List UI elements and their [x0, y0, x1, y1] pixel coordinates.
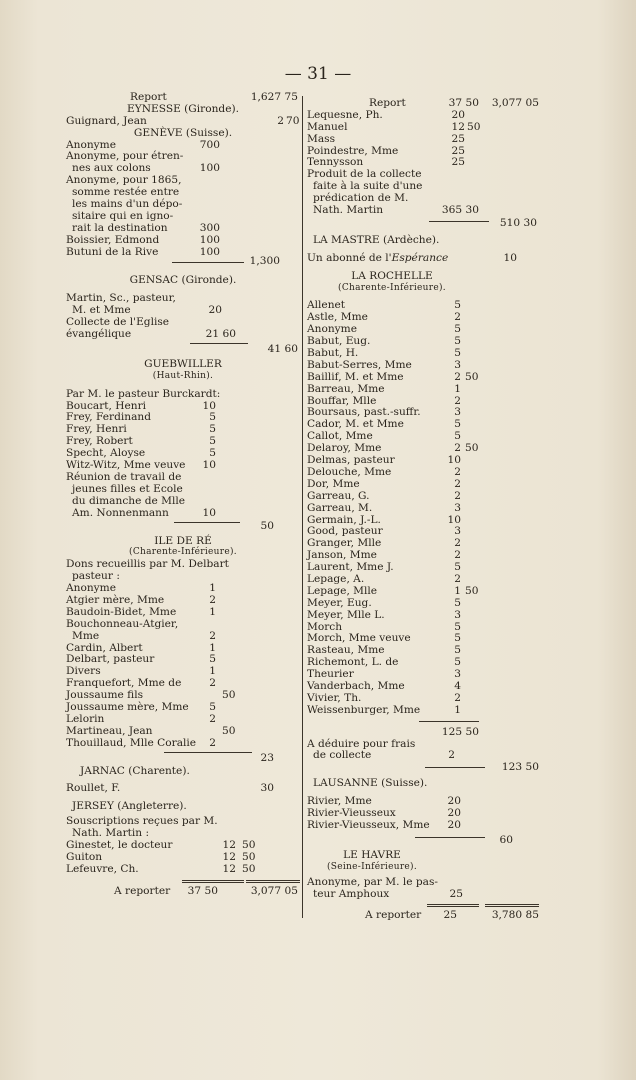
- donor-name: Frey, Ferdinand: [66, 411, 152, 424]
- intro-text: Par M. le pasteur Burckardt:: [66, 387, 221, 400]
- text-line: Nath. Martin: [313, 204, 384, 217]
- list-item: [307, 820, 543, 832]
- page-number: — 31 —: [284, 64, 352, 84]
- amount-fr: 12: [451, 120, 465, 133]
- amount-fr: 2: [209, 736, 216, 749]
- amount-fr: 12: [222, 862, 236, 875]
- donor-name: Janson, Mme: [307, 549, 377, 562]
- amount-fr: 700: [199, 138, 220, 151]
- amount-fr: 10: [202, 506, 216, 519]
- text-line: prédication de M.: [313, 192, 409, 205]
- amount-fr: 5: [209, 447, 216, 460]
- column-divider: [302, 96, 303, 918]
- list-item: [66, 726, 300, 738]
- amount-fr: 5: [454, 347, 461, 360]
- donor-name: Mme: [72, 629, 100, 642]
- list-item: [66, 211, 300, 223]
- text-line: Am. Nonnenmann: [72, 506, 169, 519]
- list-item: [307, 877, 543, 889]
- donor-name: les mains d'un dépo-: [72, 198, 183, 211]
- list-item: [307, 253, 543, 265]
- donor-name: Bouffar, Mlle: [307, 394, 377, 407]
- text-line: Martin, Sc., pasteur,: [66, 292, 176, 305]
- jersey-subtotal: 510 30: [499, 216, 537, 229]
- amount-fr: 300: [199, 221, 220, 234]
- list-item: [66, 235, 300, 247]
- list-item: [66, 223, 300, 235]
- donor-name: Witz-Witz, Mme veuve: [66, 459, 186, 472]
- section-title-jarnac: [66, 766, 300, 778]
- report-label: Report: [369, 97, 406, 109]
- amount-fr: 2: [454, 370, 461, 383]
- amount-fr: 2: [454, 691, 461, 704]
- section-subtitle: (Seine-Inférieure).: [326, 861, 418, 872]
- donor-name: Babut-Serres, Mme: [307, 358, 412, 371]
- amount-fr: 10: [447, 513, 461, 526]
- amount-fr: 2: [454, 442, 461, 455]
- amount-fr: 5: [209, 423, 216, 436]
- donor-name: Atgier mère, Mme: [66, 593, 165, 606]
- amount-fr: 2: [209, 593, 216, 606]
- section-title-le-havre: LE HAVRE: [343, 848, 401, 861]
- amount-fr: 365 30: [441, 204, 479, 217]
- gensac-subtotal: 41 60: [267, 342, 298, 355]
- donor-name: Tennysson: [307, 156, 364, 169]
- section-title-eynesse: EYNESSE (Gironde).: [127, 102, 239, 115]
- donor-name: Rivier, Mme: [307, 795, 372, 808]
- list-item: [307, 372, 543, 384]
- section-title-guebwiller: GUEBWILLER: [144, 357, 222, 370]
- amount-fr: 20: [208, 304, 222, 317]
- carry-col-a: 25: [443, 909, 457, 922]
- donor-name: rait la destination: [72, 221, 168, 234]
- donor-name: Delouche, Mme: [307, 465, 392, 478]
- donor-name: Dor, Mme: [307, 477, 360, 490]
- donor-name: [307, 253, 448, 265]
- carry-col-a: 37 50: [187, 884, 218, 897]
- amount-fr: 2: [209, 712, 216, 725]
- list-item: [66, 852, 300, 864]
- donor-name: Manuel: [307, 120, 348, 133]
- donor-name: Ginestet, le docteur: [66, 838, 173, 851]
- donor-name: Specht, Aloyse: [66, 447, 146, 460]
- amount-fr: 1: [209, 665, 216, 678]
- donor-name: Astle, Mme: [307, 311, 368, 324]
- amount-fr: 5: [454, 430, 461, 443]
- list-item: [307, 122, 543, 134]
- text-line: teur Amphoux: [313, 887, 390, 900]
- donor-name: Butuni de la Rive: [66, 245, 159, 258]
- amount-fr: 10: [202, 399, 216, 412]
- donor-name: Bouchonneau-Atgier,: [66, 617, 179, 630]
- section-subtitle: (Charente-Inférieure).: [338, 282, 446, 293]
- amount-fr: 20: [451, 108, 465, 121]
- donor-name: Babut, Eug.: [307, 335, 371, 348]
- amount-fr: 2: [454, 572, 461, 585]
- report-col-b: 3,077 05: [491, 97, 539, 109]
- subtotal-line: [66, 520, 300, 530]
- sum-amount: 125 50: [441, 725, 479, 738]
- intro-text: Nath. Martin :: [72, 827, 150, 840]
- donor-name: Baudoin-Bidet, Mme: [66, 605, 177, 618]
- amount-fr: 25: [451, 144, 465, 157]
- list-item: [66, 654, 300, 666]
- donor-name: Frey, Henri: [66, 423, 127, 436]
- amount-fr: 100: [199, 233, 220, 246]
- section-title-gensac: GENSAC (Gironde).: [129, 274, 237, 287]
- donor-name: Lepage, A.: [307, 572, 365, 585]
- carry-label: A reporter: [365, 909, 422, 922]
- amount-fr: 2: [454, 477, 461, 490]
- rule-line: [307, 717, 543, 727]
- donor-name: Lequesne, Ph.: [307, 108, 383, 121]
- text-line: Produit de la collecte: [307, 168, 422, 181]
- rule: [415, 837, 485, 838]
- section-subtitle: (Charente-Inférieure).: [129, 547, 237, 558]
- amount-fr: 2: [209, 677, 216, 690]
- rule: [182, 880, 244, 883]
- section-title-la-rochelle: LA ROCHELLE: [351, 269, 433, 282]
- amount-c: 50: [465, 584, 479, 597]
- donor-name: Good, pasteur: [307, 525, 383, 538]
- amount-fr: 10: [503, 251, 517, 264]
- amount-fr: 5: [209, 411, 216, 424]
- amount-fr: 3: [454, 406, 461, 419]
- list-item: [66, 116, 300, 128]
- list-item: [307, 503, 543, 515]
- amount-c: 50: [465, 442, 479, 455]
- list-item: [66, 496, 300, 508]
- subtotal-line: [66, 341, 300, 353]
- list-item: [66, 783, 300, 795]
- donor-name: Callot, Mme: [307, 430, 373, 443]
- amount-fr: 100: [199, 162, 220, 175]
- geneve-subtotal: 1,300: [249, 255, 280, 268]
- amount-fr: 5: [454, 596, 461, 609]
- donor-name: Boissier, Edmond: [66, 233, 160, 246]
- list-item: [307, 586, 543, 598]
- text-line: M. et Mme: [72, 304, 131, 317]
- amount-fr: 1: [454, 584, 461, 597]
- text-line: Collecte de l'Eglise: [66, 316, 170, 329]
- report-col-a: 37 50: [448, 97, 479, 109]
- subtotal-line: [66, 255, 300, 268]
- donor-name: Thouillaud, Mlle Coralie: [66, 736, 197, 749]
- text-line: évangélique: [66, 328, 132, 341]
- rule: [425, 767, 485, 768]
- donor-name: Vanderbach, Mme: [307, 679, 405, 692]
- amount-fr: 2: [454, 311, 461, 324]
- donor-name: Anonyme, pour étren-: [66, 150, 184, 163]
- list-item: [307, 134, 543, 146]
- amount-fr: 1: [209, 582, 216, 595]
- donor-name: Joussaume fils: [66, 689, 144, 702]
- donor-name: Poindestre, Mme: [307, 144, 399, 157]
- donor-name: Theurier: [307, 668, 354, 681]
- section-title-la-mastre: [307, 235, 543, 247]
- amount-fr: 5: [454, 561, 461, 574]
- donor-name: somme restée entre: [72, 186, 180, 199]
- list-item: [66, 607, 300, 619]
- donor-name: sitaire qui en igno-: [72, 209, 174, 222]
- rule: [174, 522, 240, 523]
- donor-name: Martineau, Jean: [66, 724, 153, 737]
- donor-name: Granger, Mlle: [307, 537, 382, 550]
- donor-name: Anonyme: [66, 582, 116, 595]
- amount-fr: 1: [209, 641, 216, 654]
- rule: [164, 752, 252, 753]
- section-subtitle: (Haut-Rhin).: [152, 370, 214, 381]
- amount-fr: 2: [277, 114, 284, 127]
- amount-fr: 2: [448, 749, 455, 762]
- amount-fr: 3: [454, 501, 461, 514]
- donor-name: Delmas, pasteur: [307, 454, 395, 467]
- amount-fr: 4: [454, 679, 461, 692]
- list-item: [66, 484, 300, 496]
- amount-fr: 20: [447, 795, 461, 808]
- rule: [172, 262, 244, 263]
- amount-fr: 20: [447, 807, 461, 820]
- amount-fr: 21 60: [205, 328, 236, 341]
- section-title-jersey: [66, 801, 300, 813]
- intro-text: Souscriptions reçues par M.: [66, 815, 218, 828]
- list-item: [66, 508, 300, 520]
- amount-fr: 5: [454, 299, 461, 312]
- donor-name: Richemont, L. de: [307, 656, 399, 669]
- amount-fr: 100: [199, 245, 220, 258]
- sum-line: [307, 727, 543, 739]
- left-column: [66, 92, 300, 898]
- amount-fr: 3: [454, 525, 461, 538]
- donor-name: nes aux colons: [72, 162, 151, 175]
- carry-col-b: 3,077 05: [250, 884, 298, 897]
- donor-name: Lelorin: [66, 712, 105, 725]
- title-text: JERSEY (Angleterre).: [72, 800, 187, 813]
- amount-fr: 3: [454, 668, 461, 681]
- donor-name: Cardin, Albert: [66, 641, 143, 654]
- guebwiller-subtotal: 50: [260, 519, 274, 532]
- amount-fr: 10: [447, 454, 461, 467]
- list-item: [66, 631, 300, 643]
- amount-fr: 5: [209, 435, 216, 448]
- donor-name: Rivier-Vieusseux: [307, 807, 396, 820]
- amount-fr: 12: [222, 838, 236, 851]
- donor-name: Meyer, Mlle L.: [307, 608, 385, 621]
- rule: [419, 721, 479, 722]
- donor-name: Vivier, Th.: [307, 691, 362, 704]
- list-item: [307, 110, 543, 122]
- donor-name: Garreau, G.: [307, 489, 370, 502]
- subtotal-line: [307, 217, 543, 229]
- text-line: Anonyme, par M. le pas-: [307, 875, 438, 888]
- rule: [246, 880, 300, 883]
- title-text: LA MASTRE (Ardèche).: [313, 233, 440, 246]
- title-text: LAUSANNE (Suisse).: [313, 777, 428, 790]
- amount-fr: 2: [454, 394, 461, 407]
- donor-name: Delbart, pasteur: [66, 653, 155, 666]
- donor-name: Anonyme: [66, 138, 116, 151]
- text-line: jeunes filles et Ecole: [72, 482, 183, 495]
- amount-fr: 12: [222, 850, 236, 863]
- section-title-ile-de-re: ILE DE RÉ: [154, 534, 212, 547]
- text-line: Réunion de travail de: [66, 470, 182, 483]
- text-line: faite à la suite d'une: [313, 180, 423, 193]
- section-title-geneve: GENÈVE (Suisse).: [133, 126, 233, 139]
- donor-name: Anonyme: [307, 323, 357, 336]
- amount-fr: 3: [454, 608, 461, 621]
- text-line: A déduire pour frais: [307, 737, 416, 750]
- amount-fr: 5: [454, 418, 461, 431]
- amount-c: 50: [465, 370, 479, 383]
- donor-name: Germain, J.-L.: [307, 513, 381, 526]
- donor-name: Allenet: [307, 299, 346, 312]
- amount-fr: 2: [454, 465, 461, 478]
- donor-name: Barreau, Mme: [307, 382, 385, 395]
- carry-line: [66, 886, 300, 898]
- list-item: [66, 738, 300, 750]
- intro-text: pasteur :: [72, 570, 120, 583]
- amount-fr: 2: [454, 537, 461, 550]
- text-line: du dimanche de Mlle: [72, 494, 186, 507]
- amount-fr: 2: [454, 489, 461, 502]
- list-item: [307, 491, 543, 503]
- donor-name: Morch: [307, 620, 343, 633]
- donor-name: Frey, Robert: [66, 435, 133, 448]
- list-item: [307, 889, 543, 901]
- amount-c: 50: [242, 850, 256, 863]
- list-item: [66, 329, 300, 341]
- amount-fr: 1: [454, 703, 461, 716]
- donor-name: Guignard, Jean: [66, 114, 147, 127]
- rule: [427, 904, 479, 907]
- donor-name: Cador, M. et Mme: [307, 418, 404, 431]
- amount-c: 50: [222, 689, 236, 702]
- donor-name: Joussaume mère, Mme: [66, 700, 189, 713]
- amount-fr: 1: [209, 605, 216, 618]
- donor-name: Rasteau, Mme: [307, 644, 385, 657]
- list-item: [307, 598, 543, 610]
- donor-name: Divers: [66, 665, 101, 678]
- donor-name: Franquefort, Mme de: [66, 677, 182, 690]
- donor-name: Weissenburger, Mme: [307, 703, 421, 716]
- donor-name: Meyer, Eug.: [307, 596, 372, 609]
- list-item: [307, 693, 543, 705]
- donor-name: Boursaus, past.-suffr.: [307, 406, 421, 419]
- amount-fr: 5: [454, 335, 461, 348]
- list-item: [307, 610, 543, 622]
- list-item: [307, 384, 543, 396]
- la-rochelle-subtotal: 123 50: [501, 761, 539, 774]
- subtotal-line: [66, 750, 300, 764]
- amount-fr: 20: [447, 818, 461, 831]
- donor-name: Guiton: [66, 850, 103, 863]
- amount-c: 70: [286, 114, 300, 127]
- carry-col-b: 3,780 85: [491, 909, 539, 922]
- amount-fr: 2: [209, 629, 216, 642]
- amount-fr: 5: [454, 644, 461, 657]
- amount-fr: 30: [260, 782, 274, 795]
- list-item: [307, 705, 543, 717]
- donor-name: Boucart, Henri: [66, 399, 147, 412]
- amount-fr: 25: [449, 887, 463, 900]
- text-italic: Espérance: [391, 251, 449, 264]
- amount-fr: 2: [454, 549, 461, 562]
- amount-fr: 5: [209, 653, 216, 666]
- donor-name: Roullet, F.: [66, 782, 121, 795]
- ile-de-re-subtotal: 23: [260, 751, 274, 764]
- list-item: [307, 205, 543, 217]
- amount-c: 50: [242, 862, 256, 875]
- lausanne-subtotal: 60: [499, 833, 513, 846]
- subtotal-line: [307, 832, 543, 844]
- donor-name: Garreau, M.: [307, 501, 373, 514]
- list-item: [66, 619, 300, 631]
- amount-fr: 3: [454, 358, 461, 371]
- donor-name: Lepage, Mlle: [307, 584, 378, 597]
- donor-name: Baillif, M. et Mme: [307, 370, 404, 383]
- amount-fr: 25: [451, 132, 465, 145]
- donor-name: Lefeuvre, Ch.: [66, 862, 139, 875]
- donor-name: Babut, H.: [307, 347, 359, 360]
- intro-text: Dons recueillis par M. Delbart: [66, 558, 229, 571]
- list-item: [307, 479, 543, 491]
- section-title-lausanne: [307, 778, 543, 790]
- amount-fr: 5: [454, 620, 461, 633]
- report-label: Report: [130, 91, 167, 103]
- rule: [190, 343, 248, 344]
- rule: [429, 221, 489, 222]
- text-prefix: Un abonné de l': [307, 251, 392, 264]
- title-text: JARNAC (Charente).: [80, 764, 190, 777]
- carry-line: [307, 910, 543, 922]
- right-column: [307, 98, 543, 922]
- text-line: de collecte: [313, 749, 372, 762]
- intro-line: [66, 389, 300, 401]
- amount-fr: 5: [454, 632, 461, 645]
- donor-name: Mass: [307, 132, 336, 145]
- donor-name: Rivier-Vieusseux, Mme: [307, 818, 430, 831]
- list-item: [66, 714, 300, 726]
- amount-fr: 25: [451, 156, 465, 169]
- amount-c: 50: [242, 838, 256, 851]
- amount-c: 50: [467, 120, 481, 133]
- report-total: 1,627 75: [250, 91, 298, 103]
- rule: [485, 904, 539, 907]
- amount-fr: 5: [454, 656, 461, 669]
- subtotal-line: [307, 762, 543, 772]
- amount-fr: 5: [209, 700, 216, 713]
- donor-name: Morch, Mme veuve: [307, 632, 411, 645]
- amount-c: 50: [222, 724, 236, 737]
- amount-fr: 10: [202, 459, 216, 472]
- donor-name: Anonyme, pour 1865,: [66, 174, 182, 187]
- list-item: [66, 864, 300, 876]
- carry-label: A reporter: [114, 884, 171, 897]
- donor-name: Delaroy, Mme: [307, 442, 382, 455]
- amount-fr: 1: [454, 382, 461, 395]
- amount-fr: 5: [454, 323, 461, 336]
- donor-name: Laurent, Mme J.: [307, 561, 394, 574]
